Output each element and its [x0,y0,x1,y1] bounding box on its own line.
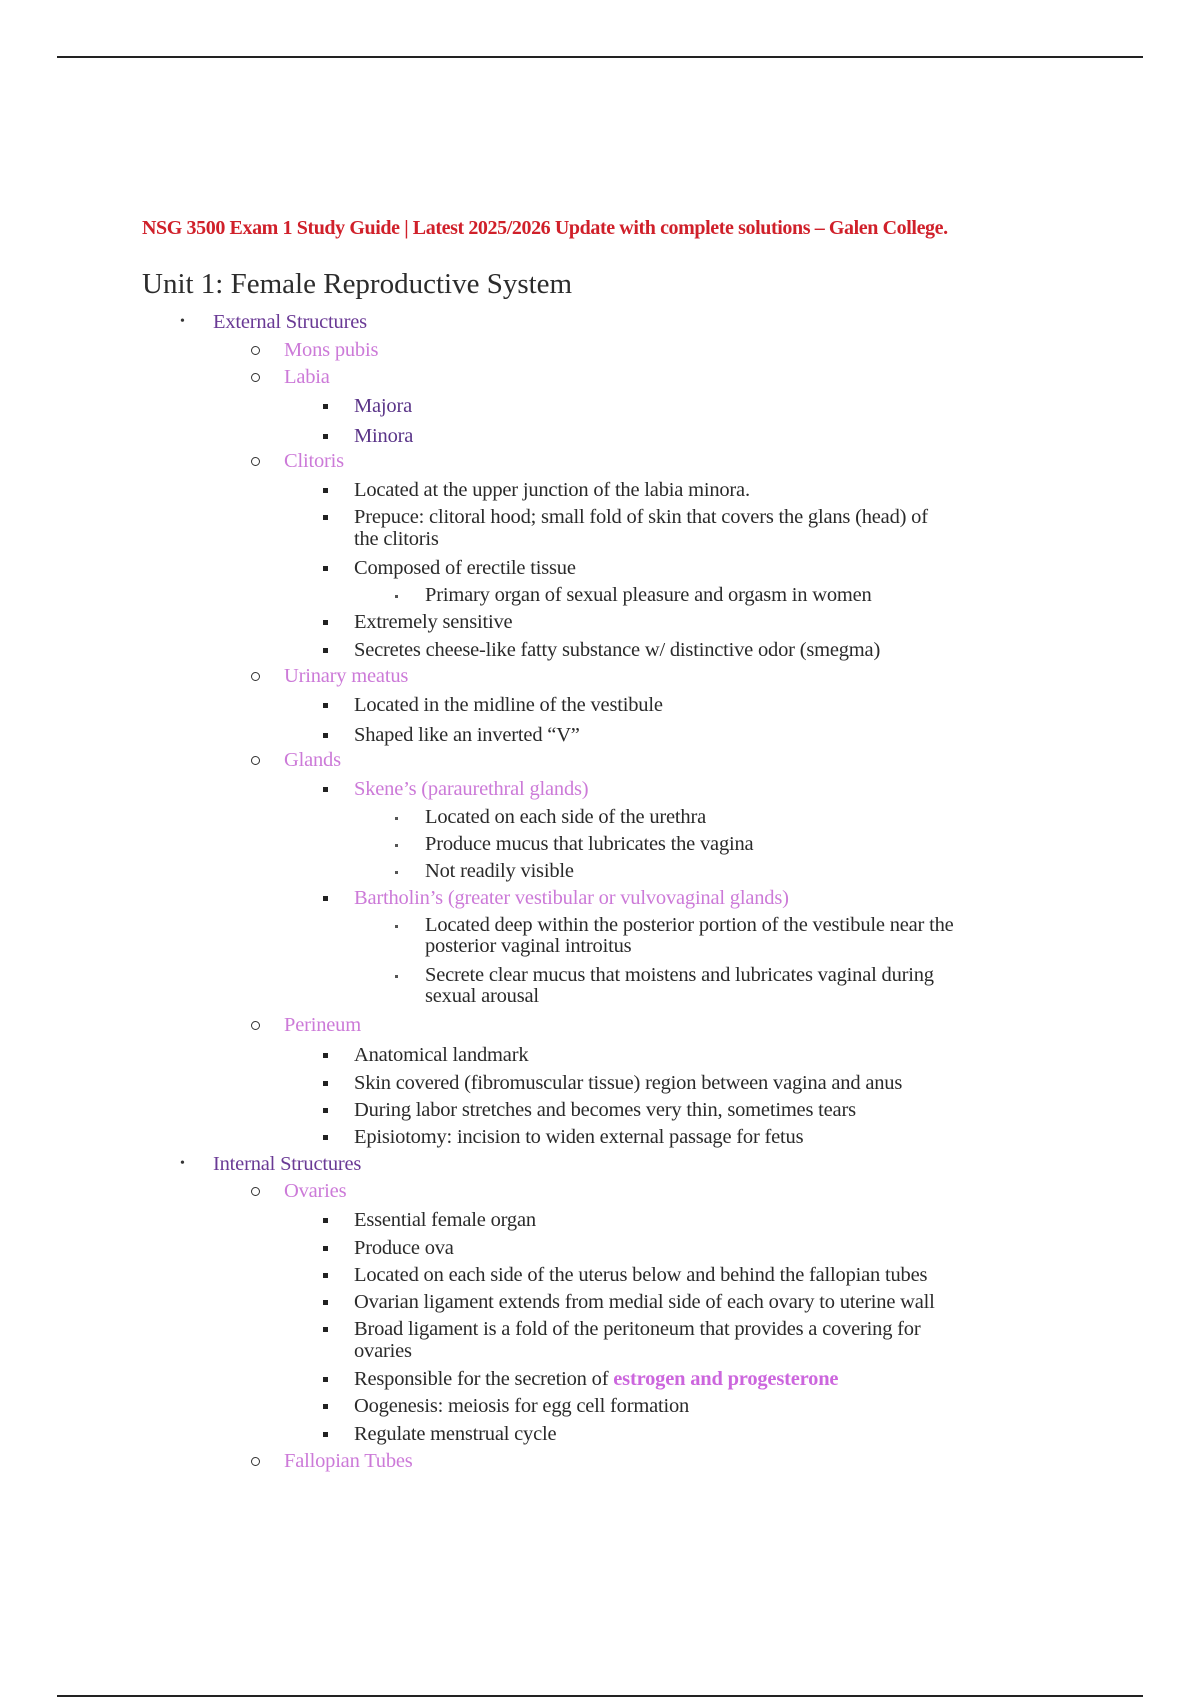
bullet-square [323,1135,328,1140]
bartholins-detail-continued: posterior vaginal introitus [425,935,632,957]
bottom-rule [57,1695,1143,1697]
bullet-square [323,1218,328,1223]
ovaries-detail: Located on each side of the uterus below and behind the fallopian tubes [354,1264,928,1286]
unit-heading: Unit 1: Female Reproductive System [142,268,573,300]
bullet-square [323,648,328,653]
item-mons-pubis: Mons pubis [284,339,379,361]
bartholins-detail-continued: sexual arousal [425,985,539,1007]
top-rule [57,56,1143,58]
skenes-detail: Produce mucus that lubricates the vagina [425,833,754,855]
item-glands: Glands [284,749,341,771]
highlight-hormones: estrogen and progesterone [613,1368,839,1390]
bullet-square [323,1327,328,1332]
item-fallopian-tubes: Fallopian Tubes [284,1450,413,1472]
bullet-circle [251,672,260,681]
ovaries-detail: Essential female organ [354,1209,536,1231]
bullet-small [395,871,398,874]
ovaries-detail: Ovarian ligament extends from medial side of each ovary to uterine wall [354,1291,935,1313]
clitoris-detail: Extremely sensitive [354,611,513,633]
perineum-detail: Skin covered (fibromuscular tissue) region between vagina and anus [354,1072,903,1094]
bullet-square [323,1081,328,1086]
bullet-square [323,1273,328,1278]
section-external-structures: External Structures [213,311,367,333]
urinary-detail: Shaped like an inverted “V” [354,724,580,746]
item-clitoris: Clitoris [284,450,344,472]
item-majora: Majora [354,395,412,417]
item-bartholins-glands: Bartholin’s (greater vestibular or vulvovaginal glands) [354,887,789,909]
bullet-small [395,595,398,598]
ovaries-detail: Produce ova [354,1237,454,1259]
ovaries-detail: Broad ligament is a fold of the peritoneum that provides a covering for [354,1318,921,1340]
bartholins-detail: Secrete clear mucus that moistens and lubricates vaginal during [425,964,934,986]
ovaries-detail: Oogenesis: meiosis for egg cell formation [354,1395,690,1417]
bullet-square [323,566,328,571]
bullet-square [323,733,328,738]
skenes-detail: Not readily visible [425,860,574,882]
bullet-small [395,817,398,820]
item-labia: Labia [284,366,330,388]
item-perineum: Perineum [284,1014,361,1036]
bullet-dot: • [180,314,185,329]
clitoris-detail: Prepuce: clitoral hood; small fold of skin that covers the glans (head) of [354,506,928,528]
bartholins-detail: Located deep within the posterior portion of the vestibule near the [425,914,954,936]
section-internal-structures: Internal Structures [213,1153,362,1175]
item-skenes-glands: Skene’s (paraurethral glands) [354,778,589,800]
bullet-circle [251,1021,260,1030]
skenes-detail: Located on each side of the urethra [425,806,707,828]
bullet-square [323,1246,328,1251]
bullet-square [323,1377,328,1382]
bullet-square [323,434,328,439]
bullet-square [323,703,328,708]
document-title: NSG 3500 Exam 1 Study Guide | Latest 2025/2026 Update with complete solutions – Galen College. [142,217,948,239]
urinary-detail: Located in the midline of the vestibule [354,694,663,716]
bullet-square [323,1432,328,1437]
clitoris-detail-continued: the clitoris [354,528,439,550]
perineum-detail: Episiotomy: incision to widen external passage for fetus [354,1126,804,1148]
bullet-circle [251,1187,260,1196]
bullet-small [395,844,398,847]
clitoris-detail: Secretes cheese-like fatty substance w/ distinctive odor (smegma) [354,639,881,661]
bullet-square [323,1300,328,1305]
bullet-square [323,787,328,792]
bullet-circle [251,457,260,466]
clitoris-subdetail: Primary organ of sexual pleasure and orgasm in women [425,584,872,606]
item-urinary-meatus: Urinary meatus [284,665,409,687]
bullet-circle [251,373,260,382]
clitoris-detail: Composed of erectile tissue [354,557,576,579]
bullet-square [323,1404,328,1409]
bullet-circle [251,1457,260,1466]
bullet-square [323,488,328,493]
ovaries-detail: Regulate menstrual cycle [354,1423,557,1445]
bullet-square [323,1053,328,1058]
ovaries-detail-text: Responsible for the secretion of [354,1368,614,1390]
ovaries-detail [354,1368,838,1390]
bullet-square [323,896,328,901]
bullet-square [323,404,328,409]
bullet-circle [251,346,260,355]
bullet-dot: • [180,1156,185,1171]
bullet-small [395,975,398,978]
bullet-square [323,1108,328,1113]
ovaries-detail-continued: ovaries [354,1340,412,1362]
clitoris-detail: Located at the upper junction of the labia minora. [354,479,750,501]
item-minora: Minora [354,425,414,447]
item-ovaries: Ovaries [284,1180,347,1202]
bullet-small [395,925,398,928]
perineum-detail: During labor stretches and becomes very thin, sometimes tears [354,1099,856,1121]
bullet-square [323,620,328,625]
bullet-square [323,515,328,520]
perineum-detail: Anatomical landmark [354,1044,529,1066]
bullet-circle [251,756,260,765]
